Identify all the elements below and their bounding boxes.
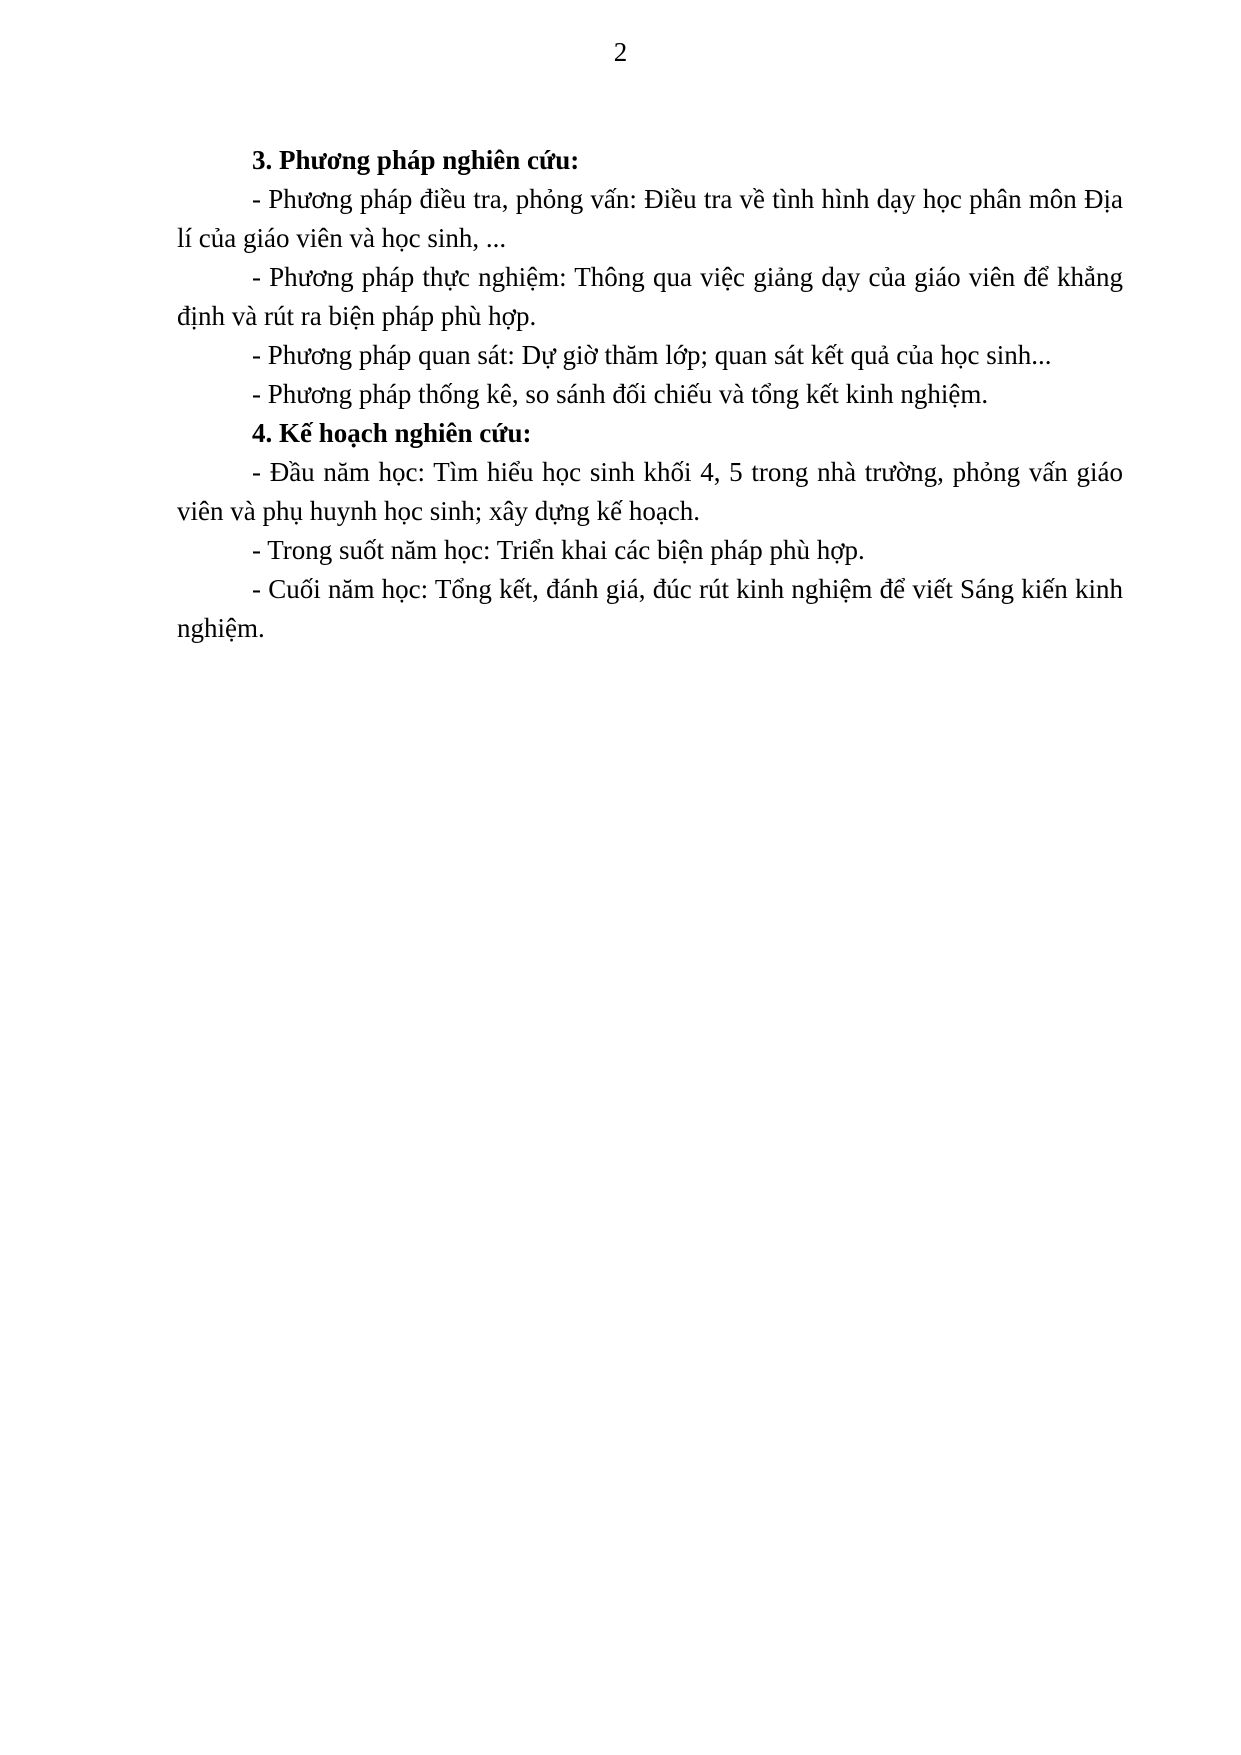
paragraph: - Đầu năm học: Tìm hiểu học sinh khối 4, 5 trong nhà trường, phỏng vấn giáo viên và phụ huynh học sinh; xây dựng kế hoạch. (177, 457, 1123, 526)
paragraph: - Phương pháp quan sát: Dự giờ thăm lớp; quan sát kết quả của học sinh... (252, 340, 1052, 370)
paragraph: - Phương pháp thực nghiệm: Thông qua việc giảng dạy của giáo viên để khẳng định và rút ra biện pháp phù hợp. (177, 262, 1123, 331)
section-research-methods (177, 141, 1123, 414)
paragraph: - Trong suốt năm học: Triển khai các biện pháp phù hợp. (252, 535, 865, 565)
paragraph: - Phương pháp điều tra, phỏng vấn: Điều tra về tình hình dạy học phân môn Địa lí của giáo viên và học sinh, ... (177, 184, 1123, 253)
section-research-plan (177, 414, 1123, 648)
document-body (177, 141, 1123, 648)
section-heading: 4. Kế hoạch nghiên cứu: (252, 418, 532, 448)
page-number: 2 (613, 37, 628, 67)
paragraph: - Phương pháp thống kê, so sánh đối chiếu và tổng kết kinh nghiệm. (252, 379, 989, 409)
paragraph: - Cuối năm học: Tổng kết, đánh giá, đúc rút kinh nghiệm để viết Sáng kiến kinh nghiệm. (177, 574, 1123, 643)
section-heading: 3. Phương pháp nghiên cứu: (252, 145, 580, 175)
